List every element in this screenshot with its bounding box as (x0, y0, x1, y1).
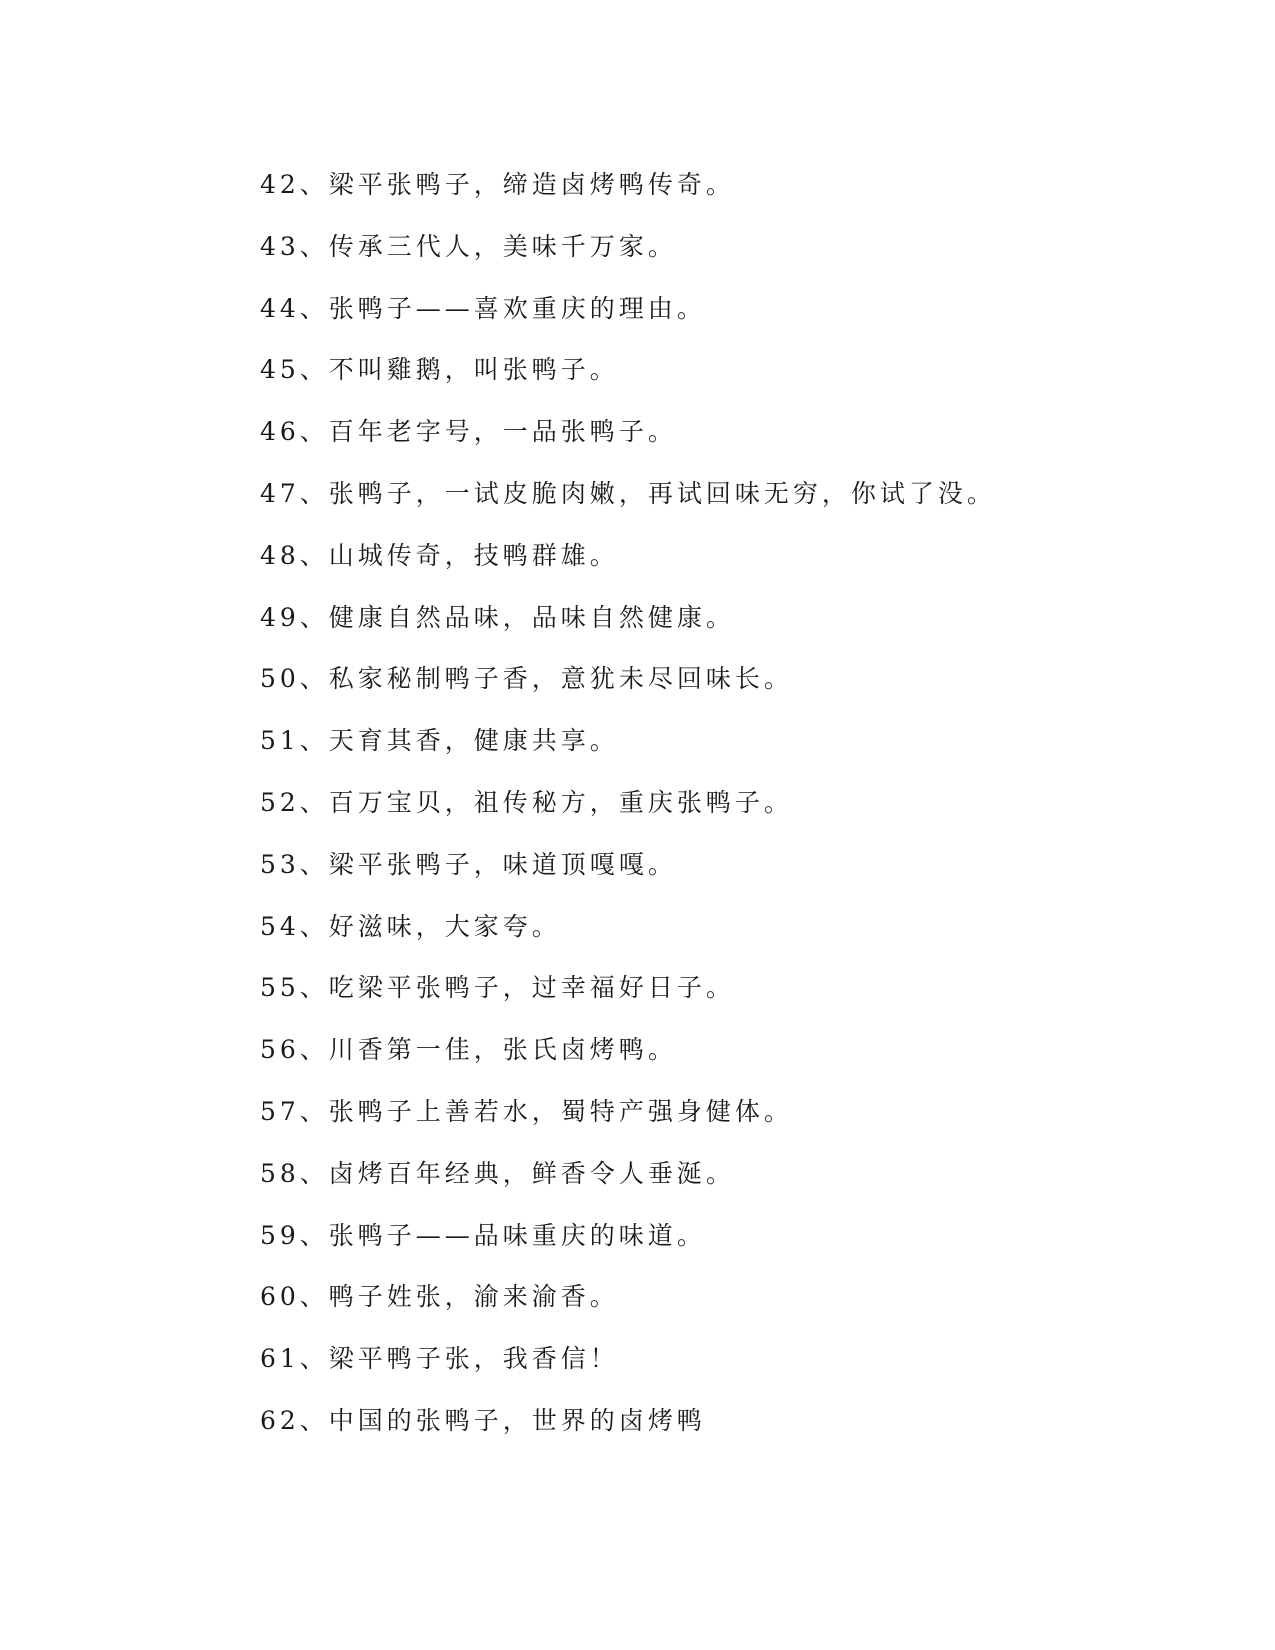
list-item: 51、天育其香，健康共享。 (260, 726, 619, 756)
list-item: 61、梁平鸭子张，我香信！ (260, 1344, 619, 1374)
list-item: 55、吃梁平张鸭子，过幸福好日子。 (260, 973, 735, 1003)
list-item: 58、卤烤百年经典，鲜香令人垂涎。 (260, 1158, 735, 1188)
slogan-list (260, 165, 996, 1463)
list-item: 52、百万宝贝，祖传秘方，重庆张鸭子。 (260, 787, 793, 817)
list-item: 59、张鸭子——品味重庆的味道。 (260, 1220, 706, 1250)
list-item: 50、私家秘制鸭子香，意犹未尽回味长。 (260, 664, 793, 694)
list-item: 57、张鸭子上善若水，蜀特产强身健体。 (260, 1096, 793, 1126)
list-item: 49、健康自然品味，品味自然健康。 (260, 602, 735, 632)
list-item: 60、鸭子姓张，渝来渝香。 (260, 1282, 619, 1312)
list-item: 47、张鸭子，一试皮脆肉嫩，再试回味无穷，你试了没。 (260, 478, 996, 508)
list-item: 44、张鸭子——喜欢重庆的理由。 (260, 293, 706, 323)
list-item: 56、川香第一佳，张氏卤烤鸭。 (260, 1035, 677, 1065)
list-item: 53、梁平张鸭子，味道顶嘎嘎。 (260, 849, 677, 879)
list-item: 54、好滋味，大家夸。 (260, 911, 561, 941)
list-item: 42、梁平张鸭子，缔造卤烤鸭传奇。 (260, 170, 735, 199)
list-item: 46、百年老字号，一品张鸭子。 (260, 417, 677, 447)
list-item: 62、中国的张鸭子，世界的卤烤鸭 (260, 1405, 706, 1435)
list-item: 43、传承三代人，美味千万家。 (260, 231, 677, 261)
list-item: 48、山城传奇，技鸭群雄。 (260, 540, 619, 570)
list-item: 45、不叫雞鹅，叫张鸭子。 (260, 355, 619, 385)
